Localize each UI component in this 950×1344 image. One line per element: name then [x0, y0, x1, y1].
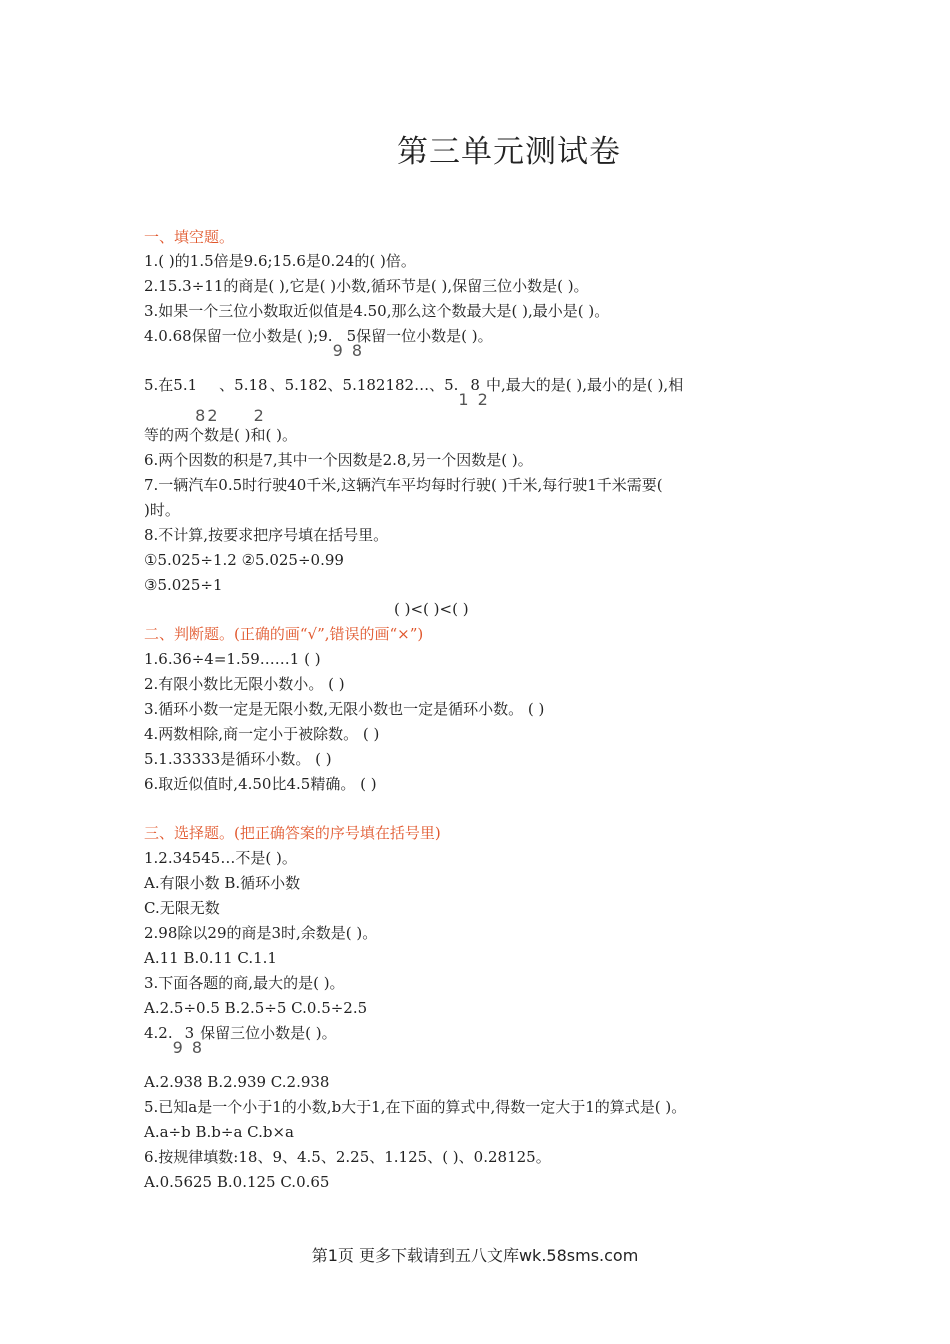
section-choice-title: 三、选择题。(把正确答案的序号填在括号里) [144, 824, 441, 842]
fill-q3: 3.如果一个三位小数取近似值是4.50,那么这个数最大是( ),最小是( )。 [144, 302, 610, 320]
fill-q4 [144, 325, 493, 360]
fill-q1: 1.( )的1.5倍是9.6;15.6是0.24的( )倍。 [144, 252, 416, 270]
judge-q6: 6.取近似值时,4.50比4.5精确。 ( ) [144, 775, 377, 793]
choice-q2: 2.98除以29的商是3时,余数是( )。 [144, 924, 378, 942]
choice-q1-option-c: C.无限无数 [144, 899, 220, 917]
judge-q5: 5.1.33333是循环小数。 ( ) [144, 750, 332, 768]
choice-q1-options-ab: A.有限小数 B.循环小数 [144, 874, 301, 892]
choice-q4 [144, 1022, 337, 1057]
fill-q4-part-a: 4.0.68保留一位小数是( );9. [144, 327, 333, 345]
section-fill-title: 一、填空题。 [144, 228, 235, 246]
fill-q5-subscript-1: 82 [195, 406, 220, 425]
judge-q4: 4.两数相除,商一定小于被除数。 ( ) [144, 725, 380, 743]
choice-q5-options: A.a÷b B.b÷a C.b×a [144, 1123, 294, 1141]
judge-q1: 1.6.36÷4=1.59……1 ( ) [144, 650, 321, 668]
choice-q6: 6.按规律填数:18、9、4.5、2.25、1.125、( )、0.28125。 [144, 1148, 551, 1166]
fill-q4-repeating: 5 9 8 [332, 327, 365, 360]
choice-q4-part-b: 3 [184, 1024, 195, 1042]
fill-q5-part-e: 中,最大的是( ),最小的是( ),相 [485, 376, 684, 394]
fill-q2: 2.15.3÷11的商是( ),它是( )小数,循环节是( ),保留三位小数是( )。 [144, 277, 589, 295]
choice-q3-options: A.2.5÷0.5 B.2.5÷5 C.0.5÷2.5 [144, 999, 368, 1017]
choice-q4-options: A.2.938 B.2.939 C.2.938 [144, 1073, 330, 1091]
fill-q6: 6.两个因数的积是7,其中一个因数是2.8,另一个因数是( )。 [144, 451, 533, 469]
fill-q8-options-2: ③5.025÷1 [144, 576, 223, 594]
fill-q8-options-1: ①5.025÷1.2 ②5.025÷0.99 [144, 551, 344, 569]
fill-q5-part-b: 、5.18 [219, 376, 268, 394]
fill-q5-part-c: 、5.182、5.182182…、5. [269, 376, 459, 394]
choice-q4-part-a: 4.2. [144, 1024, 173, 1042]
fill-q5-subscript-2: 2 [253, 406, 266, 425]
choice-q3: 3.下面各题的商,最大的是( )。 [144, 974, 345, 992]
fill-q4-subscript: 9 8 [332, 341, 365, 360]
fill-q7-continued: )时。 [144, 501, 180, 519]
fill-q8: 8.不计算,按要求把序号填在括号里。 [144, 526, 389, 544]
fill-q5-subscript-3: 1 2 [458, 390, 490, 409]
fill-q4-part-c: 保留一位小数是( )。 [356, 327, 493, 345]
choice-q1: 1.2.34545…不是( )。 [144, 849, 297, 867]
choice-q4-part-c: 保留三位小数是( )。 [200, 1024, 337, 1042]
section-judge-title: 二、判断题。(正确的画“√”,错误的画“×”) [144, 625, 424, 643]
fill-q5-part-a: 5.在5.1 [144, 376, 198, 394]
fill-q7: 7.一辆汽车0.5时行驶40千米,这辆汽车平均每时行驶( )千米,每行驶1千米需要( [144, 476, 663, 494]
page-title: 第三单元测试卷 [397, 134, 621, 170]
page-footer: 第1页 更多下载请到五八文库wk.58sms.com [311, 1246, 639, 1265]
fill-q5-continued: 等的两个数是( )和( )。 [144, 426, 297, 444]
fill-q8-answer-blanks: ( )<( )<( ) [394, 600, 469, 618]
choice-q6-options: A.0.5625 B.0.125 C.0.65 [144, 1173, 330, 1191]
choice-q2-options: A.11 B.0.11 C.1.1 [144, 949, 277, 967]
fill-q5 [144, 374, 684, 425]
judge-q2: 2.有限小数比无限小数小。 ( ) [144, 675, 345, 693]
judge-q3: 3.循环小数一定是无限小数,无限小数也一定是循环小数。 ( ) [144, 700, 545, 718]
choice-q5: 5.已知a是一个小于1的小数,b大于1,在下面的算式中,得数一定大于1的算式是( )。 [144, 1098, 687, 1116]
choice-q4-subscript: 9 8 [172, 1038, 205, 1057]
fill-q5-part-d: 8 [470, 376, 480, 394]
